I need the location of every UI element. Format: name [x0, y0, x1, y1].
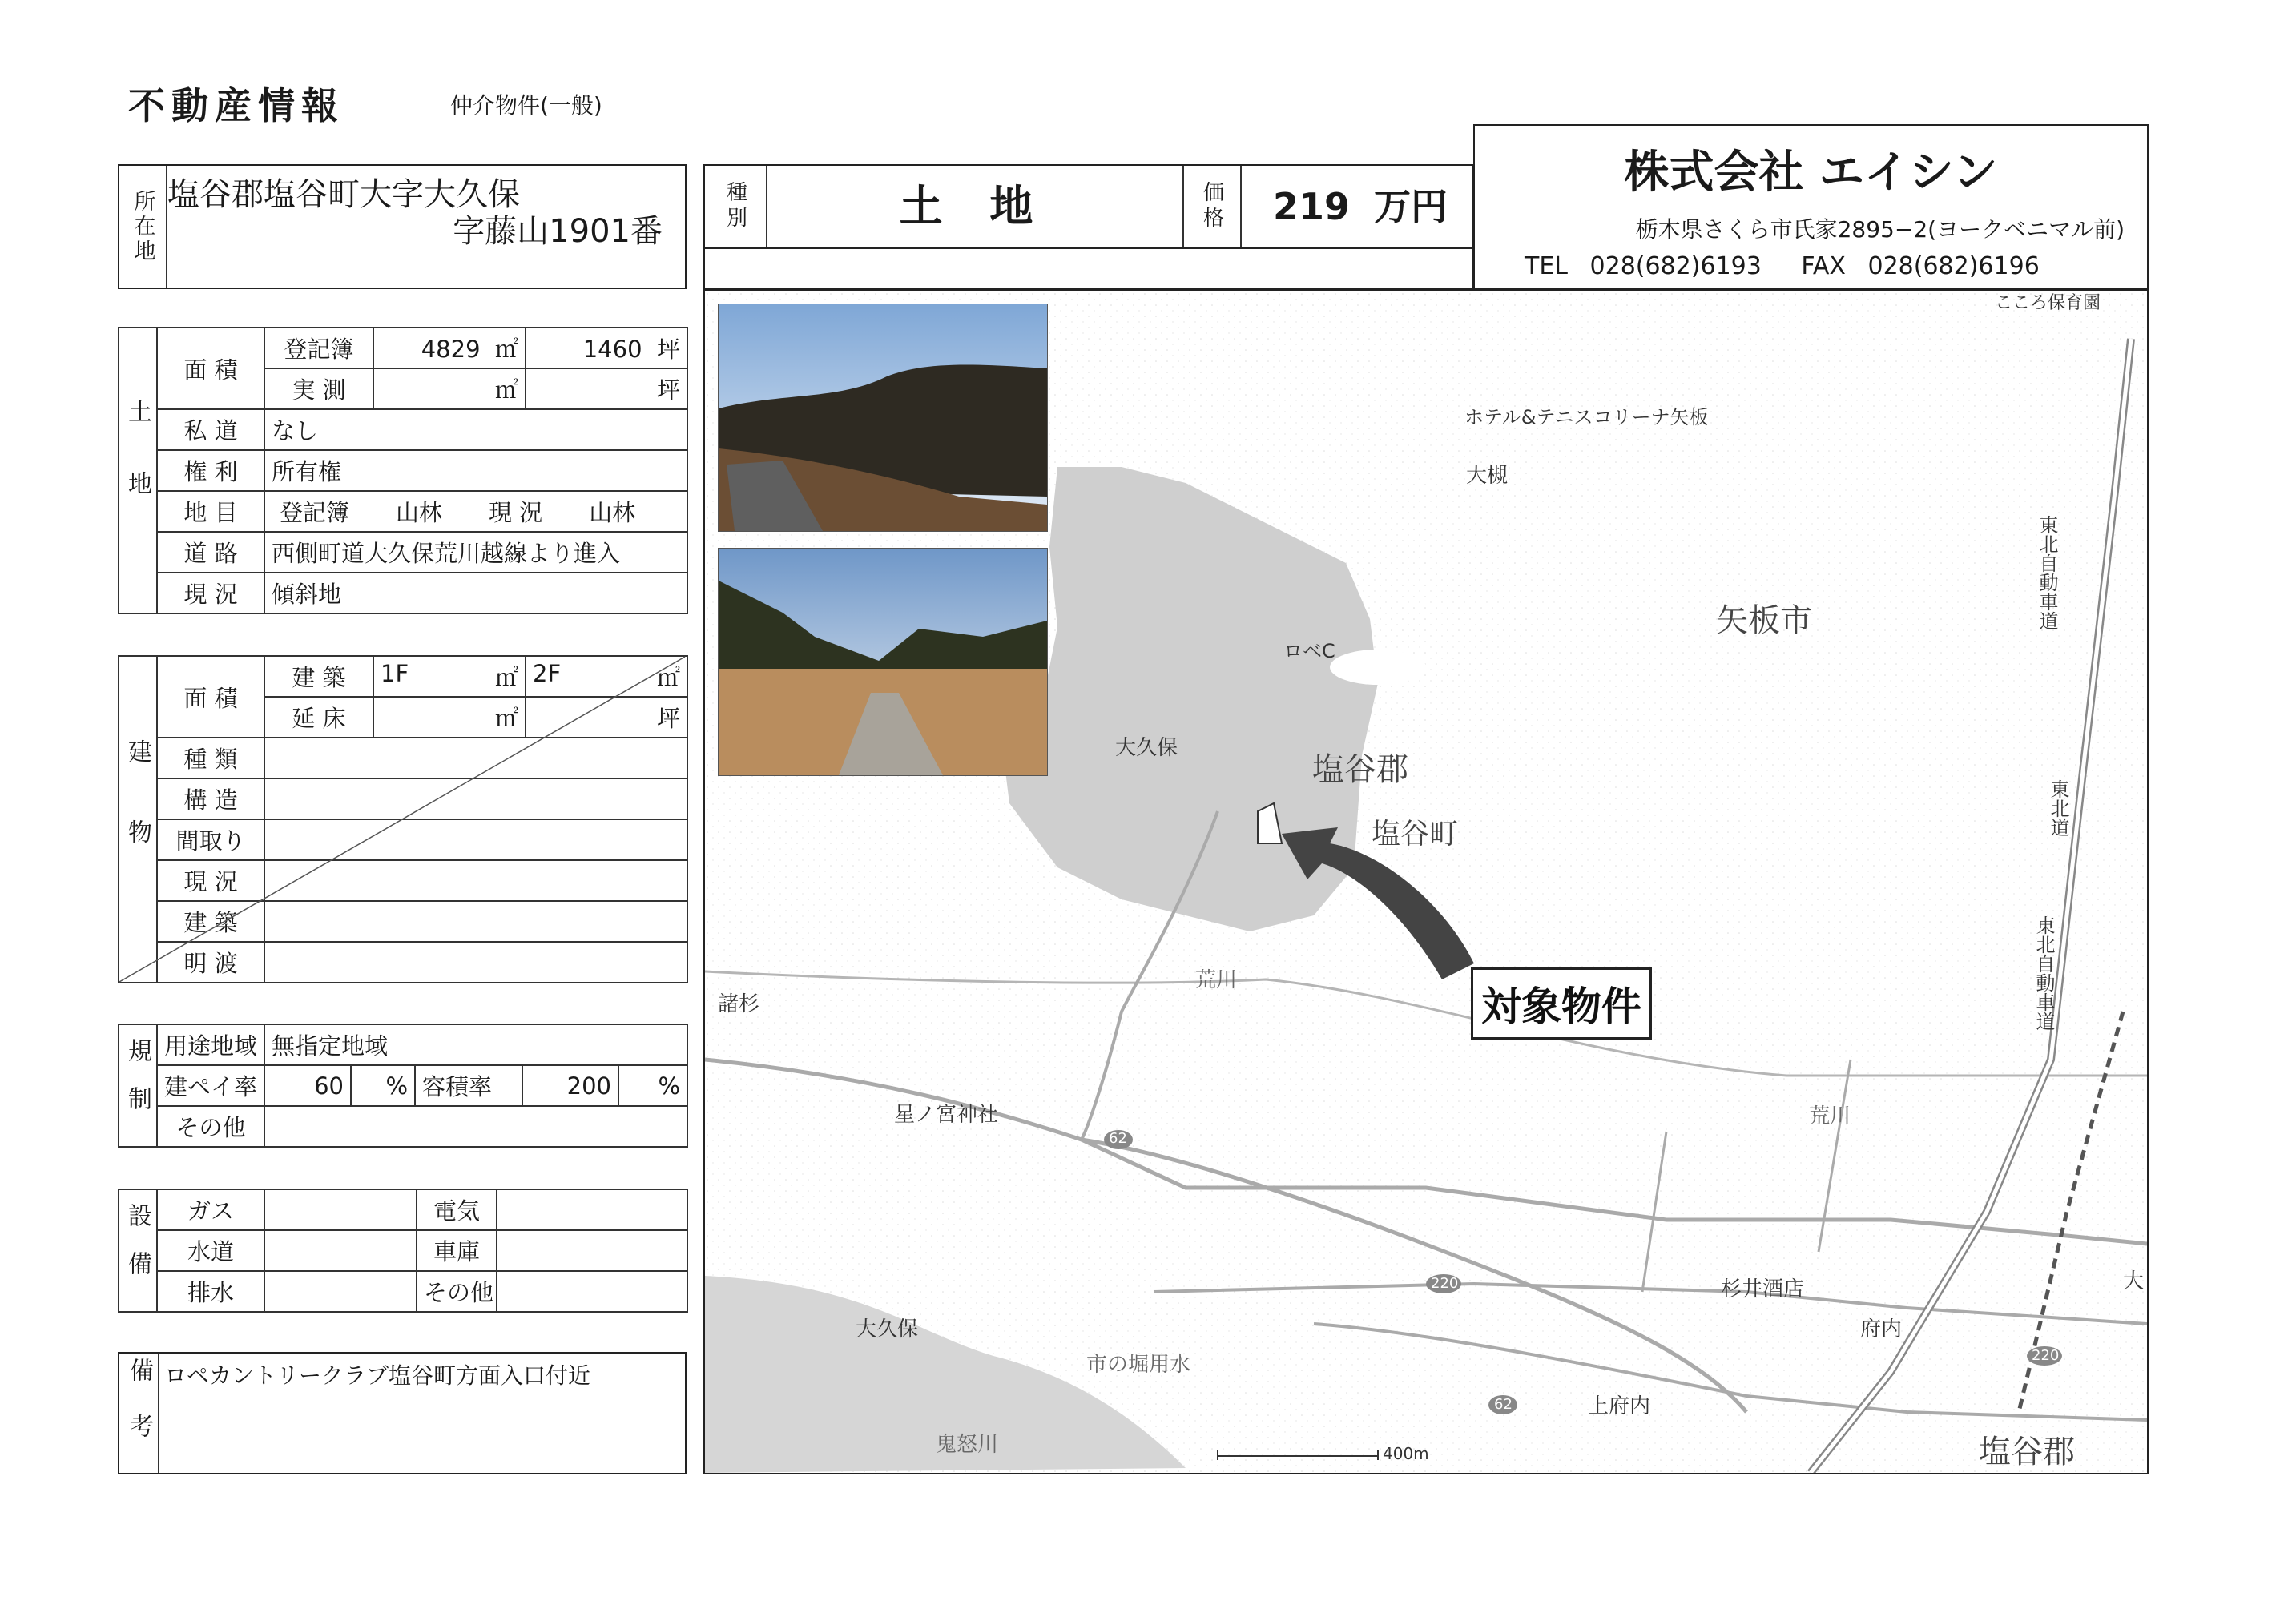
facilities-other-label: その他 [417, 1271, 497, 1312]
price-unit: 万円 [1374, 185, 1448, 228]
building-section-label: 建物 [123, 739, 151, 899]
type-price-box [703, 164, 1473, 249]
rights-value: 所有権 [264, 450, 687, 491]
water-label: 水道 [157, 1230, 264, 1271]
far-label: 容積率 [415, 1065, 522, 1106]
bcr-value: 60 [264, 1065, 351, 1106]
map-label-funai: 府内 [1860, 1317, 1903, 1341]
route-220-label: 220 [1431, 1275, 1459, 1292]
map-label-hoshinomiya: 星ノ宮神社 [894, 1103, 999, 1127]
zone-value: 無指定地域 [264, 1024, 687, 1065]
map-label-morosugi: 諸杉 [718, 992, 760, 1016]
page-title: 不動産情報 [128, 84, 344, 127]
map-label-dai: 大 [2123, 1269, 2145, 1293]
bcr-label: 建ペイ率 [157, 1065, 264, 1106]
company-address: 栃木県さくら市氏家2895−2(ヨークベニマル前) [1635, 216, 2125, 243]
route-220b-label: 220 [2032, 1347, 2060, 1364]
not-applicable-slash [118, 655, 687, 985]
survey-m2: ㎡ [373, 368, 526, 409]
land-condition-label: 現 況 [157, 573, 264, 613]
floor2-area: 2F ㎡ [526, 656, 687, 697]
drain-label: 排水 [157, 1271, 264, 1312]
building-kind-label: 種 類 [157, 738, 264, 778]
construction-label: 建 築 [157, 901, 264, 942]
map-label-shioya-machi: 塩谷町 [1372, 818, 1459, 851]
address-line1: 塩谷郡塩谷町大字大久保 [167, 176, 520, 213]
map-label-ichinohori: 市の堀用水 [1086, 1353, 1191, 1377]
map-area [703, 289, 2149, 1474]
remarks-text: ロペカントリークラブ塩谷町方面入口付近 [164, 1362, 591, 1389]
lake-icon [1330, 650, 1426, 685]
land-table [118, 327, 688, 614]
map-label-okubo2: 大久保 [856, 1317, 919, 1341]
address-box [118, 164, 687, 289]
target-property-label: 対象物件 [1471, 967, 1652, 1040]
total-floor-tsubo: 坪 [526, 697, 687, 738]
map-label-tohoku3: 東北自動車道 [2032, 915, 2055, 1031]
fax-label: FAX [1801, 252, 1846, 280]
company-name: 株式会社 エイシン [1624, 147, 1998, 199]
gas-label: ガス [157, 1189, 264, 1230]
rights-label: 権 利 [157, 450, 264, 491]
company-box [1473, 124, 2149, 289]
land-condition-value: 傾斜地 [264, 573, 687, 613]
address-label: 所在地 [130, 189, 155, 264]
tel-label: TEL [1525, 252, 1568, 280]
floor1-area: 1F ㎡ [373, 656, 526, 697]
map-label-shioya-gun2: 塩谷郡 [1979, 1434, 2075, 1470]
zone-label: 用途地域 [157, 1024, 264, 1065]
route-62-label: 62 [1109, 1130, 1127, 1147]
registry-m2: 4829 ㎡ [373, 328, 526, 368]
map-label-hotel: ホテル&テニスコリーナ矢板 [1464, 406, 1709, 428]
regulation-section-label: 規制 [123, 1037, 151, 1134]
map-label-otsuki: 大槻 [1466, 464, 1509, 488]
facilities-section-label: 設備 [123, 1202, 151, 1299]
building-area-label: 面 積 [157, 656, 264, 738]
company-contact [1525, 252, 2040, 280]
building-condition-label: 現 況 [157, 860, 264, 901]
price-label: 価格 [1199, 181, 1224, 232]
regulation-other-label: その他 [157, 1106, 264, 1147]
building-structure-label: 構 造 [157, 778, 264, 819]
road-value: 西側町道大久保荒川越線より進入 [264, 532, 687, 573]
electric-label: 電気 [417, 1189, 497, 1230]
photo-forest [718, 304, 1048, 532]
remarks-label: 備考 [125, 1357, 153, 1470]
garage-label: 車庫 [417, 1230, 497, 1271]
map-label-arakawa2: 荒川 [1809, 1104, 1851, 1128]
land-section-label: 土地 [123, 398, 151, 543]
property-type: 土 地 [766, 166, 1184, 247]
facilities-table [118, 1189, 688, 1313]
map-label-kinugawa: 鬼怒川 [936, 1433, 999, 1457]
survey-label: 実 測 [264, 368, 373, 409]
tel-number: 028(682)6193 [1589, 252, 1762, 280]
far-unit: % [618, 1065, 687, 1106]
price-value: 219 [1272, 185, 1350, 228]
map-label-arakawa: 荒川 [1195, 968, 1238, 992]
address-line2: 字藤山1901番 [453, 213, 663, 250]
land-category-label: 地 目 [157, 491, 264, 532]
floor-plan-label: 間取り [157, 819, 264, 860]
private-road-value: なし [264, 409, 687, 450]
far-value: 200 [522, 1065, 618, 1106]
road-label: 道 路 [157, 532, 264, 573]
listing-type: 仲介物件(一般) [450, 92, 602, 119]
build-label: 建 築 [264, 656, 373, 697]
route-62b-label: 62 [1494, 1396, 1513, 1413]
land-area-label: 面 積 [157, 328, 264, 409]
total-floor-label: 延 床 [264, 697, 373, 738]
map-label-sugii: 杉井酒店 [1721, 1277, 1805, 1301]
survey-tsubo: 坪 [526, 368, 687, 409]
total-floor-m2: ㎡ [373, 697, 526, 738]
map-label-robe: ロベC [1283, 640, 1335, 662]
type-label: 種別 [723, 181, 747, 232]
map-label-hoikuen: こころ保育園 [1995, 293, 2101, 313]
registry-label: 登記簿 [264, 328, 373, 368]
map-label-tohoku2: 東北道 [2047, 779, 2069, 837]
regulation-table [118, 1024, 688, 1148]
building-section [118, 655, 687, 985]
fax-number: 028(682)6196 [1867, 252, 2040, 280]
map-label-kamifunai: 上府内 [1588, 1394, 1651, 1418]
map-scale-label: 400m [1383, 1444, 1429, 1463]
photo-road [718, 548, 1048, 776]
map-label-yaita: 矢板市 [1716, 602, 1812, 639]
map-label-okubo: 大久保 [1115, 736, 1178, 760]
land-category-value: 登記簿 山林 現 況 山林 [264, 491, 687, 532]
map-label-shioya-gun: 塩谷郡 [1312, 751, 1408, 788]
handover-label: 明 渡 [157, 942, 264, 983]
private-road-label: 私 道 [157, 409, 264, 450]
registry-tsubo: 1460 坪 [526, 328, 687, 368]
map-label-tohoku1: 東北自動車道 [2036, 515, 2058, 630]
bcr-unit: % [351, 1065, 415, 1106]
remarks-box [118, 1352, 687, 1474]
